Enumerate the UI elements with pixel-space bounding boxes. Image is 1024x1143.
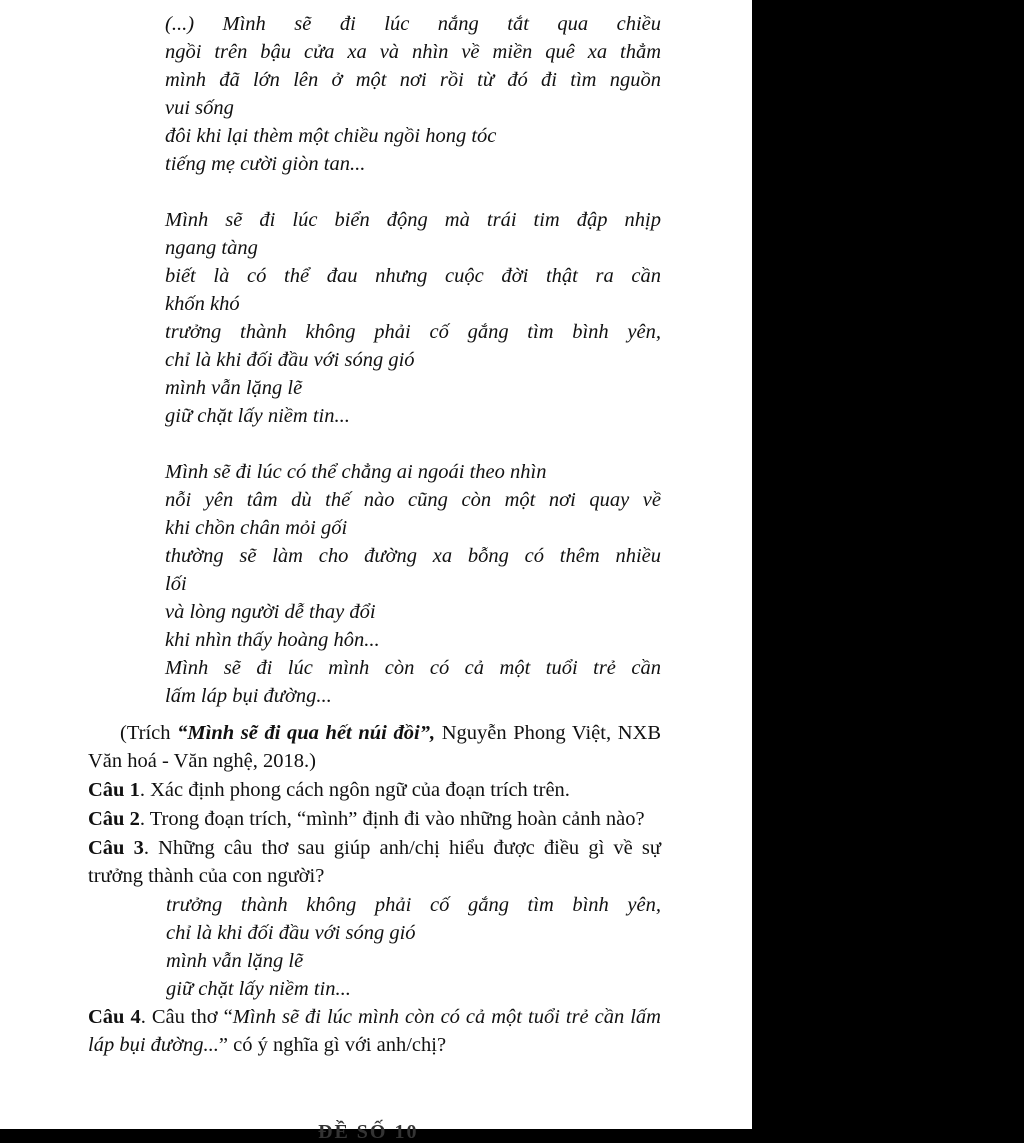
poem-line: ngang tàng (165, 237, 258, 259)
next-exam-heading: ĐỀ SỐ 10 (318, 1121, 419, 1143)
stanza-gap (165, 178, 661, 206)
poem-line: vui sống (165, 97, 234, 119)
question-text: . Câu thơ “ (140, 1006, 233, 1028)
poem-line: khi nhìn thấy hoàng hôn... (165, 629, 380, 651)
poem-line: khốn khó (165, 293, 240, 315)
quote-line: giữ chặt lấy niềm tin... (166, 978, 351, 1000)
poem-stanza-3 (165, 458, 661, 710)
quote-line: chỉ là khi đối đầu với sóng gió (166, 922, 416, 944)
poem-line: Mình sẽ đi lúc mình còn có cả một tuổi trẻ cần (165, 657, 661, 679)
question-2 (88, 805, 661, 833)
question-text: ” có ý nghĩa gì với anh/chị? (218, 1034, 447, 1056)
question-label: Câu 1 (88, 779, 140, 801)
poem-line: thường sẽ làm cho đường xa bỗng có thêm nhiều (165, 545, 661, 567)
poem-line: khi chồn chân mỏi gối (165, 517, 348, 539)
question-3-quote (88, 891, 661, 1003)
source-title: “Mình sẽ đi qua hết núi đồi”, (177, 722, 436, 744)
poem-line: và lòng người dễ thay đổi (165, 601, 376, 623)
poem-line: lối (165, 573, 187, 595)
questions-section (88, 719, 661, 1060)
poem-line: ngồi trên bậu cửa xa và nhìn về miền quê xa thẳm (165, 41, 661, 63)
question-label: Câu 4 (88, 1006, 141, 1028)
poem-line: lấm láp bụi đường... (165, 685, 332, 707)
source-citation (88, 719, 661, 775)
stanza-gap (165, 430, 661, 458)
question-3 (88, 834, 661, 890)
poem-line: mình đã lớn lên ở một nơi rồi từ đó đi tìm nguồn (165, 69, 661, 91)
poem-excerpt (165, 10, 661, 710)
poem-line: nỗi yên tâm dù thế nào cũng còn một nơi quay về (165, 489, 661, 511)
question-text: . Trong đoạn trích, “mình” định đi vào những hoàn cảnh nào? (139, 808, 645, 830)
poem-line: mình vẫn lặng lẽ (165, 377, 303, 399)
poem-line: giữ chặt lấy niềm tin... (165, 405, 350, 427)
quote-line: mình vẫn lặng lẽ (166, 950, 304, 972)
question-quote: Mình sẽ đi lúc mình còn có cả một tuổi trẻ cần lấm láp bụi đường... (88, 1006, 661, 1056)
source-prefix: (Trích (120, 722, 178, 744)
source-suffix: Nguyễn Phong Việt, NXB Văn hoá - Văn nghệ, 2018.) (88, 722, 662, 772)
poem-line: (...) Mình sẽ đi lúc nắng tắt qua chiều (165, 13, 661, 35)
question-text: . Những câu thơ sau giúp anh/chị hiểu được điều gì về sự trưởng thành của con người? (88, 837, 661, 887)
poem-line: biết là có thể đau nhưng cuộc đời thật ra cần (165, 265, 661, 287)
poem-line: đôi khi lại thèm một chiều ngồi hong tóc (165, 125, 497, 147)
quote-line: trưởng thành không phải cố gắng tìm bình yên, (166, 894, 661, 916)
question-label: Câu 2 (88, 808, 140, 830)
poem-line: chỉ là khi đối đầu với sóng gió (165, 349, 415, 371)
question-text: . Xác định phong cách ngôn ngữ của đoạn trích trên. (139, 779, 570, 801)
question-4 (88, 1003, 661, 1059)
question-label: Câu 3 (88, 837, 144, 859)
poem-stanza-1 (165, 10, 661, 178)
question-1 (88, 776, 661, 804)
poem-line: trưởng thành không phải cố gắng tìm bình yên, (165, 321, 661, 343)
poem-stanza-2 (165, 206, 661, 430)
poem-line: Mình sẽ đi lúc có thể chẳng ai ngoái theo nhìn (165, 461, 547, 483)
poem-line: Mình sẽ đi lúc biển động mà trái tim đập nhịp (165, 209, 661, 231)
poem-line: tiếng mẹ cười giòn tan... (165, 153, 366, 175)
